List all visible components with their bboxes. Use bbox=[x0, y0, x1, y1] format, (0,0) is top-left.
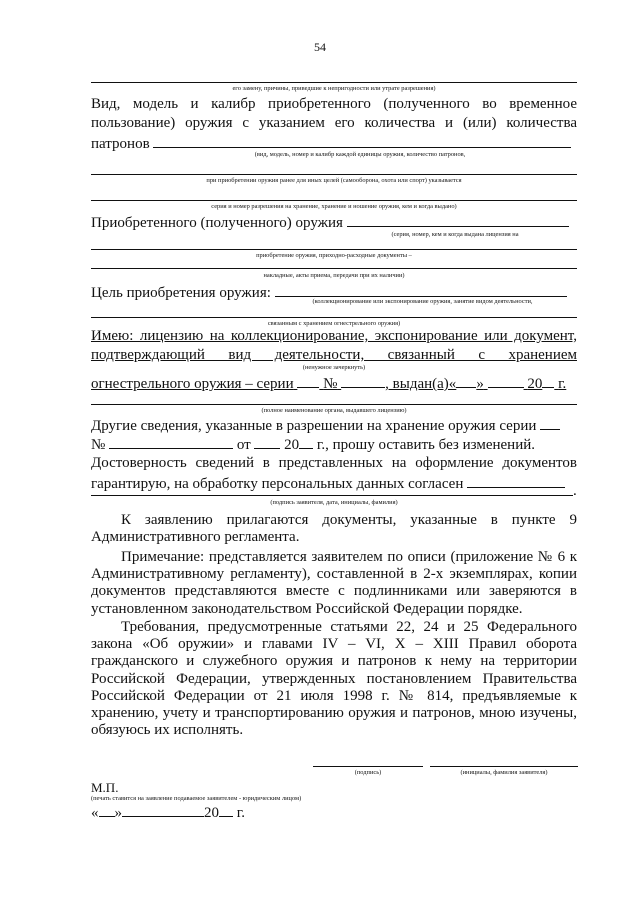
license-series-label: огнестрельного оружия – серии bbox=[91, 376, 294, 392]
other-keep-text: г., прошу оставить без изменений. bbox=[316, 437, 536, 453]
acquired-caption-3: накладные, акты приема, передачи при их наличии) bbox=[263, 272, 405, 279]
license-caption-2: (полное наименование органа, выдавшего лицензию) bbox=[261, 407, 407, 414]
acquired-caption-1: (серия, номер, кем и когда выдана лицензия на bbox=[391, 231, 519, 238]
license-month-field[interactable] bbox=[488, 374, 524, 388]
license-line-3 bbox=[91, 374, 577, 393]
license-year-suffix: г. bbox=[558, 376, 567, 392]
purpose-label: Цель приобретения оружия: bbox=[91, 285, 271, 301]
date-year-suffix: г. bbox=[236, 805, 245, 821]
purpose-caption-1: (коллекционирование или экспонирование оружия, занятие видом деятельности, bbox=[312, 298, 533, 305]
guarantee-consent-label: гарантирую, на обработку персональных данных согласен bbox=[91, 476, 464, 492]
other-number-label: № bbox=[91, 437, 106, 453]
date-year-label: 20 bbox=[204, 805, 219, 821]
license-year-field[interactable] bbox=[542, 374, 554, 388]
date-day-field[interactable] bbox=[99, 803, 115, 817]
license-issued-label: , выдан(а)« bbox=[385, 376, 457, 392]
guarantee-line-2 bbox=[91, 474, 577, 493]
purpose-caption-2: связанным с хранением огнестрельного оружия) bbox=[267, 320, 401, 327]
guarantee-line-1: Достоверность сведений в представленных на оформление документов bbox=[91, 455, 577, 471]
fill-line-weapon-3 bbox=[91, 200, 577, 201]
date-quote-open: « bbox=[91, 805, 99, 821]
weapon-caption-1: (вид, модель, номер и калибр каждой единицы оружия, количество патронов, bbox=[254, 151, 466, 158]
other-date-field[interactable] bbox=[254, 435, 280, 449]
guarantee-consent-field[interactable] bbox=[467, 474, 565, 488]
guarantee-caption: (подпись заявителя, дата, инициалы, фамилия) bbox=[270, 499, 398, 506]
license-quote-close: » bbox=[476, 376, 484, 392]
name-line[interactable] bbox=[430, 766, 578, 767]
other-year-label: 20 bbox=[284, 437, 300, 453]
fill-line-top bbox=[91, 82, 577, 83]
license-line-1: Имею: лицензию на коллекционирование, экспонирование или документ, bbox=[91, 328, 577, 344]
guarantee-end-mark: . bbox=[573, 483, 577, 499]
weapon-caption-3: серия и номер разрешения на хранение, хранение и ношение оружия, кем и когда выдано) bbox=[211, 203, 457, 210]
paragraph-requirements: Требования, предусмотренные статьями 22, 24 и 25 Федерального закона «Об оружии» и главами IV – VI, X – XIII Правил оборота гражданского и служебного оружия и патронов к нему на территории Российской Федерации, утвержденных постановлением Правительства Российской Федерации от 21 июля 1998 г. № 814, предъявляемые к хранению, учету и транспортированию оружия и патронов, мною изучены, обязуюсь их исполнять. bbox=[91, 619, 577, 739]
license-number-label: № bbox=[323, 376, 338, 392]
weapon-cartridges-field[interactable] bbox=[153, 134, 571, 148]
license-year-label: 20 bbox=[527, 376, 543, 392]
weapon-caption-2: при приобретении оружия ранее для иных целей (самооборона, охота или спорт) указывается bbox=[206, 177, 462, 184]
license-number-field[interactable] bbox=[341, 374, 385, 388]
fill-line-purpose-2 bbox=[91, 317, 577, 318]
other-line-2 bbox=[91, 435, 577, 454]
fill-line-license-org bbox=[91, 404, 577, 405]
acquired-field[interactable] bbox=[347, 213, 569, 227]
stamp-caption: (печать ставится на заявление подаваемое заявителем - юридическим лицом) bbox=[91, 795, 302, 802]
weapon-cartridges-label: патронов bbox=[91, 136, 150, 152]
signature-caption: (подпись) bbox=[354, 769, 382, 776]
license-series-field[interactable] bbox=[297, 374, 319, 388]
date-quote-close: » bbox=[114, 805, 122, 821]
other-from-label: от bbox=[236, 437, 251, 453]
other-number-field[interactable] bbox=[109, 435, 233, 449]
date-year-field[interactable] bbox=[219, 803, 233, 817]
acquired-caption-2: приобретение оружия, приходно-расходные документы – bbox=[256, 252, 412, 259]
date-month-field[interactable] bbox=[122, 803, 204, 817]
license-caption: (ненужное зачеркнуть) bbox=[302, 364, 366, 371]
license-day-field[interactable] bbox=[456, 374, 476, 388]
fill-line-acquired-3 bbox=[91, 268, 577, 269]
license-line-2: подтверждающий вид деятельности, связанный с хранением bbox=[91, 347, 577, 363]
fill-line-guarantee bbox=[91, 495, 573, 496]
fill-line-weapon-2 bbox=[91, 174, 577, 175]
other-label: Другие сведения, указанные в разрешении на хранение оружия серии bbox=[91, 418, 537, 434]
signature-line[interactable] bbox=[313, 766, 423, 767]
paragraph-attachments: К заявлению прилагаются документы, указанные в пункте 9 Административного регламента. bbox=[91, 512, 577, 546]
acquired-label: Приобретенного (полученного) оружия bbox=[91, 215, 343, 231]
other-year-field[interactable] bbox=[299, 435, 313, 449]
page-number: 54 bbox=[314, 40, 326, 54]
other-line-1 bbox=[91, 416, 577, 435]
purpose-field[interactable] bbox=[275, 283, 567, 297]
date-line bbox=[91, 803, 577, 822]
weapon-line-2: пользование) оружия с указанием его количества и (или) количества bbox=[91, 115, 577, 131]
fill-line-acquired-2 bbox=[91, 249, 577, 250]
other-series-field[interactable] bbox=[540, 416, 560, 430]
acquired-line bbox=[91, 213, 577, 232]
caption-top: его замену, причины, приведшие к непригодности или утрате разрешения) bbox=[232, 85, 436, 92]
paragraph-note: Примечание: представляется заявителем по описи (приложение № 6 к Административному регламенту), составленной в 2-х экземплярах, копии документов представляются вместе с подлинниками или заверяются в установленном законодательством Российской Федерации порядке. bbox=[91, 549, 577, 617]
name-caption: (инициалы, фамилия заявителя) bbox=[460, 769, 548, 776]
weapon-line-1: Вид, модель и калибр приобретенного (полученного во временное bbox=[91, 96, 577, 112]
stamp-place-label: М.П. bbox=[91, 780, 119, 795]
